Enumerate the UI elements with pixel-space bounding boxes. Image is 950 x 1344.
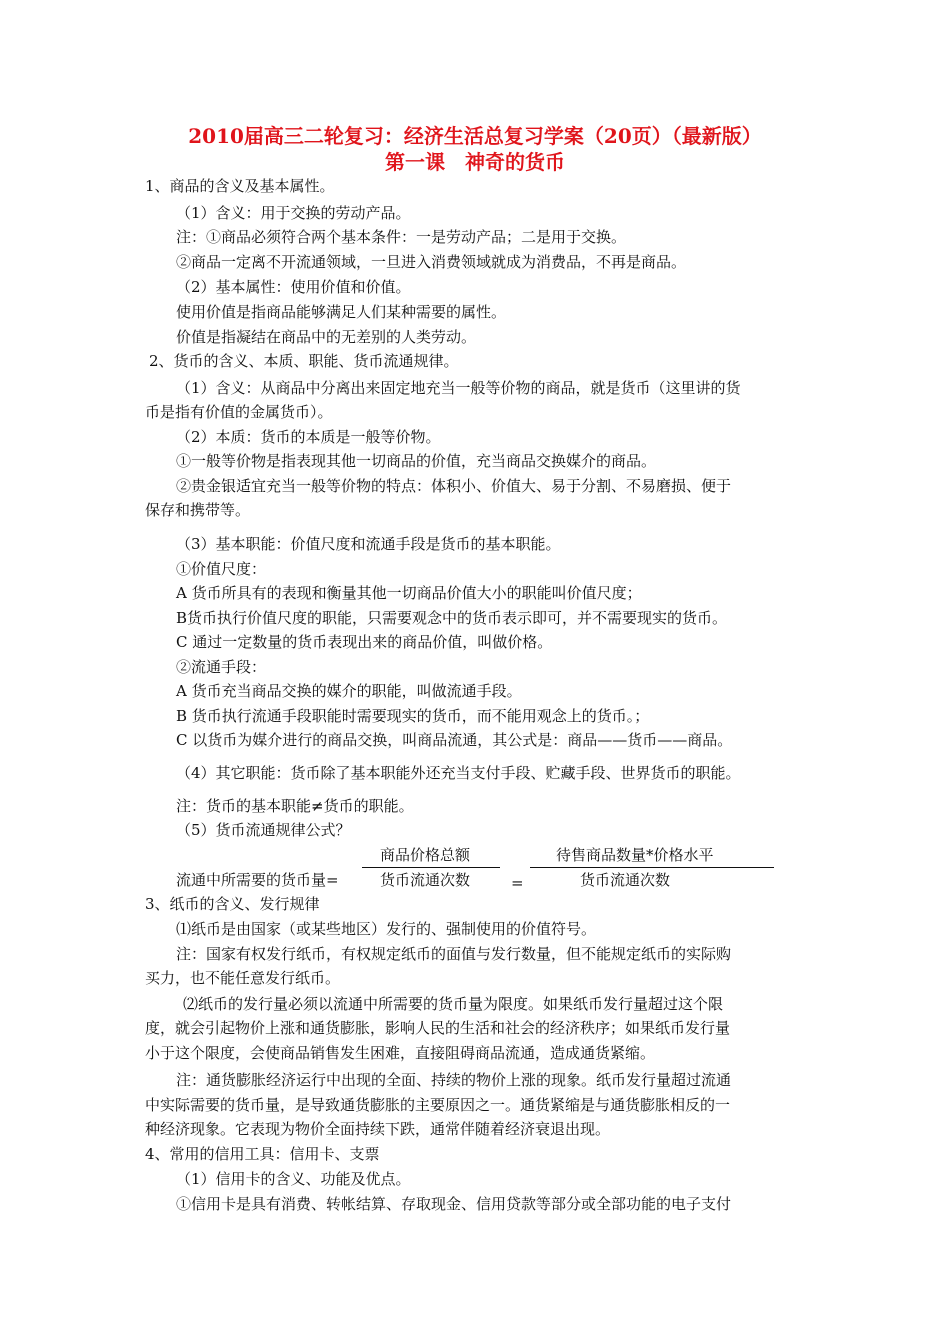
text-line: （2）本质：货币的本质是一般等价物。 [176, 428, 441, 446]
text-line: 保存和携带等。 [145, 501, 251, 519]
text-line: ⑴纸币是由国家（或某些地区）发行的、强制使用的价值符号。 [176, 920, 597, 938]
text-line: 注：①商品必须符合两个基本条件：一是劳动产品；二是用于交换。 [176, 228, 627, 246]
text-line: （4）其它职能：货币除了基本职能外还充当支付手段、贮藏手段、世界货币的职能。 [176, 764, 741, 782]
formula-equals: = [511, 874, 524, 892]
text-line: ①价值尺度： [176, 560, 267, 578]
text-line: 注：货币的基本职能≠货币的职能。 [176, 797, 414, 815]
text-line: 2、货币的含义、本质、职能、货币流通规律。 [149, 352, 459, 370]
text-line: （1）含义：用于交换的劳动产品。 [176, 204, 411, 222]
text-line: ⑵纸币的发行量必须以流通中所需要的货币量为限度。如果纸币发行量超过这个限 [183, 995, 724, 1013]
text-line: A 货币所具有的表现和衡量其他一切商品价值大小的职能叫价值尺度； [176, 584, 642, 602]
text-line: A 货币充当商品交换的媒介的职能，叫做流通手段。 [176, 682, 522, 700]
text-line: （3）基本职能：价值尺度和流通手段是货币的基本职能。 [176, 535, 561, 553]
text-line: 买力，也不能任意发行纸币。 [145, 969, 341, 987]
text-line: ①一般等价物是指表现其他一切商品的价值，充当商品交换媒介的商品。 [176, 452, 657, 470]
formula-numerator: 商品价格总额 [380, 846, 471, 864]
text-line: C 以货币为媒介进行的商品交换，叫商品流通，其公式是：商品——货币——商品。 [176, 731, 733, 749]
text-line: ①信用卡是具有消费、转帐结算、存取现金、信用贷款等部分或全部功能的电子支付 [176, 1195, 732, 1213]
text-line: 中实际需要的货币量，是导致通货膨胀的主要原因之一。通货紧缩是与通货膨胀相反的一 [145, 1096, 731, 1114]
formula-label: 流通中所需要的货币量= [176, 871, 339, 889]
text-line: B 货币执行流通手段职能时需要现实的货币，而不能用观念上的货币。； [176, 707, 650, 725]
lesson-title: 第一课 神奇的货币 [385, 150, 565, 174]
text-line: （2）基本属性：使用价值和价值。 [176, 278, 411, 296]
fraction-bar [362, 867, 500, 868]
text-line: B货币执行价值尺度的职能，只需要观念中的货币表示即可，并不需要现实的货币。 [176, 609, 728, 627]
text-line: 3、纸币的含义、发行规律 [145, 895, 320, 913]
document-title: 2010届高三二轮复习：经济生活总复习学案（20页）（最新版） [188, 124, 762, 148]
text-line: 种经济现象。它表现为物价全面持续下跌，通常伴随着经济衰退出现。 [145, 1120, 611, 1138]
text-line: 价值是指凝结在商品中的无差别的人类劳动。 [176, 328, 477, 346]
text-line: （1）含义：从商品中分离出来固定地充当一般等价物的商品，就是货币（这里讲的货 [176, 379, 741, 397]
text-line: 币是指有价值的金属货币）。 [145, 403, 333, 421]
formula-numerator: 待售商品数量*价格水平 [556, 846, 714, 864]
text-line: 度，就会引起物价上涨和通货膨胀，影响人民的生活和社会的经济秩序；如果纸币发行量 [145, 1019, 731, 1037]
text-line: 注：国家有权发行纸币，有权规定纸币的面值与发行数量，但不能规定纸币的实际购 [176, 945, 732, 963]
text-line: 使用价值是指商品能够满足人们某种需要的属性。 [176, 303, 507, 321]
text-line: ②商品一定离不开流通领域，一旦进入消费领域就成为消费品，不再是商品。 [176, 253, 687, 271]
formula-denominator: 货币流通次数 [580, 871, 671, 889]
text-line: （5）货币流通规律公式？ [176, 821, 351, 839]
text-line: ②贵金银适宜充当一般等价物的特点：体积小、价值大、易于分割、不易磨损、便于 [176, 477, 732, 495]
text-line: ②流通手段： [176, 658, 267, 676]
text-line: 小于这个限度，会使商品销售发生困难，直接阻碍商品流通，造成通货紧缩。 [145, 1044, 656, 1062]
text-line: C 通过一定数量的货币表现出来的商品价值，叫做价格。 [176, 633, 553, 651]
text-line: （1）信用卡的含义、功能及优点。 [176, 1170, 411, 1188]
text-line: 1、商品的含义及基本属性。 [145, 177, 335, 195]
formula-denominator: 货币流通次数 [380, 871, 471, 889]
text-line: 4、常用的信用工具：信用卡、支票 [145, 1145, 380, 1163]
fraction-bar [530, 867, 774, 868]
text-line: 注：通货膨胀经济运行中出现的全面、持续的物价上涨的现象。纸币发行量超过流通 [176, 1071, 732, 1089]
